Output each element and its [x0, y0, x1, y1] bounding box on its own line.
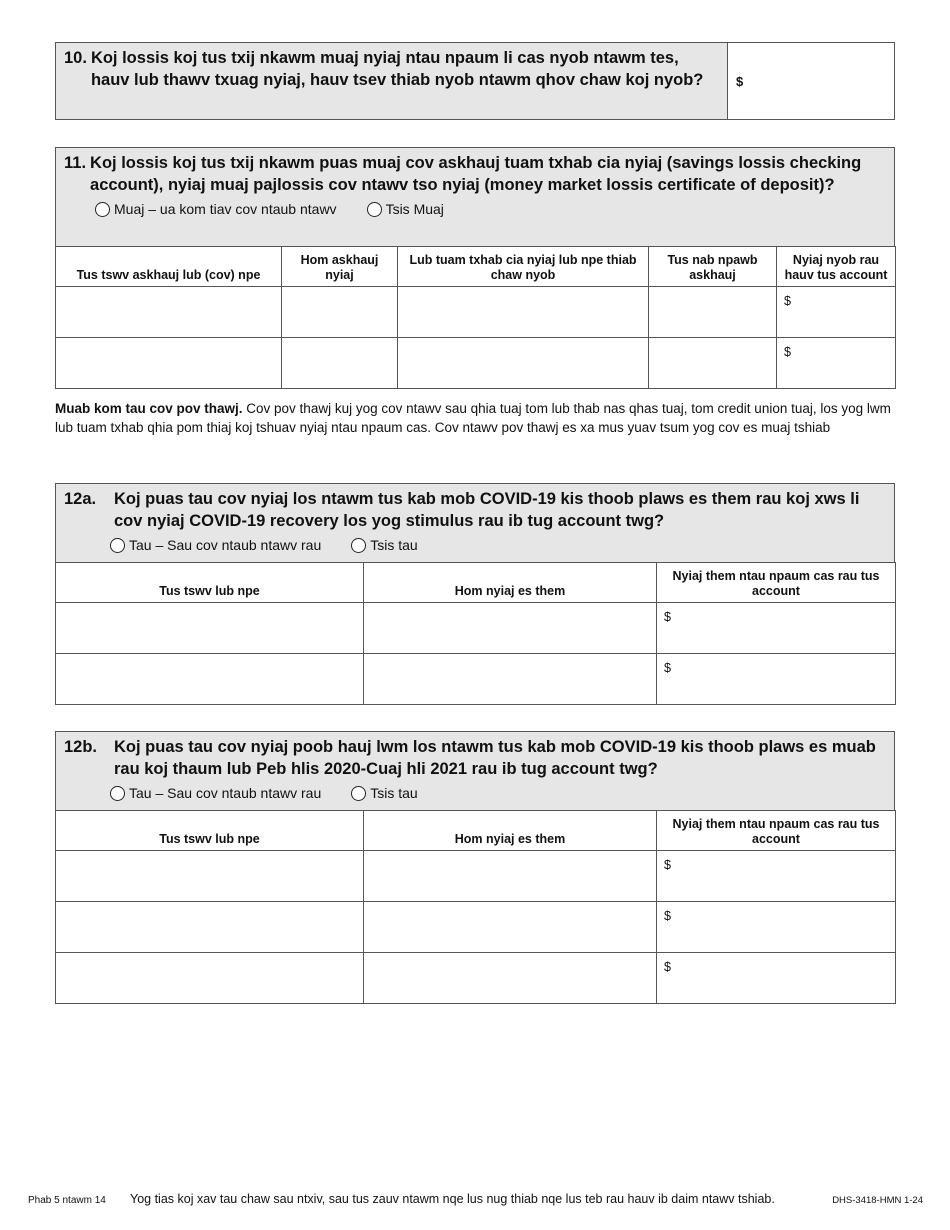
radio-circle-icon: [351, 786, 366, 801]
radio-circle-icon: [95, 202, 110, 217]
currency-symbol: $: [664, 909, 671, 923]
owner-name-cell[interactable]: [56, 603, 364, 654]
question-number: 12a.: [64, 490, 97, 508]
radio-yes[interactable]: [110, 785, 321, 801]
note-heading: Muab kom tau cov pov thawj.: [55, 401, 243, 416]
amount-cell[interactable]: [657, 953, 896, 1004]
owner-name-cell[interactable]: [56, 902, 364, 953]
cash-amount-field[interactable]: [728, 43, 894, 119]
radio-yes[interactable]: [95, 201, 337, 217]
radio-circle-icon: [110, 538, 125, 553]
accounts-table: [55, 246, 895, 389]
radio-circle-icon: [351, 538, 366, 553]
question-text: Koj lossis koj tus txij nkawm puas muaj cov askhauj tuam txhab cia nyiaj (savings lossis checking account), nyiaj muaj pajlossis cov ntawv tso nyiaj (money market lossis certificate of deposit)?: [90, 154, 862, 194]
table-row: [56, 338, 896, 389]
radio-no[interactable]: [351, 785, 417, 801]
amount-cell[interactable]: [657, 654, 896, 705]
radio-no[interactable]: [351, 537, 417, 553]
balance-cell[interactable]: [777, 338, 896, 389]
covid-payments-table: [55, 562, 895, 705]
currency-symbol: $: [664, 858, 671, 872]
payment-type-cell[interactable]: [364, 654, 657, 705]
table-row: [56, 902, 896, 953]
radio-no[interactable]: [367, 201, 444, 217]
currency-symbol: $: [664, 661, 671, 675]
question-11-header: [55, 147, 895, 247]
question-text: Koj lossis koj tus txij nkawm muaj nyiaj ntau npaum li cas nyob ntawm tes, hauv lub thawv txuag nyiaj, hauv tsev thiab nyob ntawm qhov chaw koj nyob?: [90, 49, 704, 89]
question-number: 10.: [64, 49, 87, 67]
balance-cell[interactable]: [777, 287, 896, 338]
column-header: Tus nab npawb askhauj: [649, 247, 777, 287]
radio-yes-label: Tau – Sau cov ntaub ntawv rau: [129, 537, 322, 553]
account-number-cell[interactable]: [649, 338, 777, 389]
table-row: [56, 851, 896, 902]
amount-cell[interactable]: [657, 603, 896, 654]
table-row: [56, 287, 896, 338]
page-footer: [28, 1192, 923, 1206]
account-type-cell[interactable]: [282, 287, 398, 338]
radio-yes-label: Muaj – ua kom tiav cov ntaub ntawv: [114, 201, 337, 217]
owner-name-cell[interactable]: [56, 654, 364, 705]
radio-yes[interactable]: [110, 537, 321, 553]
question-number: 12b.: [64, 738, 98, 756]
amount-cell[interactable]: [657, 902, 896, 953]
question-12a-header: [55, 483, 895, 563]
account-number-cell[interactable]: [649, 287, 777, 338]
owner-name-cell[interactable]: [56, 287, 282, 338]
currency-symbol: $: [664, 610, 671, 624]
bank-name-address-cell[interactable]: [398, 287, 649, 338]
owner-name-cell[interactable]: [56, 338, 282, 389]
column-header: Tus tswv askhauj lub (cov) npe: [56, 247, 282, 287]
payment-type-cell[interactable]: [364, 851, 657, 902]
column-header: Nyiaj nyob rau hauv tus account: [777, 247, 896, 287]
radio-circle-icon: [110, 786, 125, 801]
note-text: Cov pov thawj kuj yog cov ntawv sau qhia tuaj tom lub thab nas qhas tuaj, tom credit union tuaj, los yog lwm lub tuam txhab qhia pom thiaj koj tshuav nyiaj ntau npaum cas. Cov ntawv pov thawj es xa mus yuav tsum yog cov es muaj tshiab: [55, 401, 891, 435]
amount-cell[interactable]: [657, 851, 896, 902]
currency-symbol: $: [736, 73, 744, 89]
column-header: Hom nyiaj es them: [364, 563, 657, 603]
radio-yes-label: Tau – Sau cov ntaub ntawv rau: [129, 785, 322, 801]
payment-type-cell[interactable]: [364, 603, 657, 654]
table-row: [56, 953, 896, 1004]
owner-name-cell[interactable]: [56, 851, 364, 902]
unemployment-payments-table: [55, 810, 895, 1004]
question-number: 11.: [64, 154, 87, 172]
column-header: Tus tswv lub npe: [56, 563, 364, 603]
radio-circle-icon: [367, 202, 382, 217]
column-header: Nyiaj them ntau npaum cas rau tus account: [657, 563, 896, 603]
question-text: Koj puas tau cov nyiaj poob hauj lwm los ntawm tus kab mob COVID-19 kis thoob plaws es muab rau koj thaum lub Peb hlis 2020-Cuaj hli 2021 rau ib tug account twg?: [114, 738, 876, 778]
account-type-cell[interactable]: [282, 338, 398, 389]
question-10: [55, 42, 895, 120]
column-header: Hom askhauj nyiaj: [282, 247, 398, 287]
column-header: Tus tswv lub npe: [56, 811, 364, 851]
footer-instruction: Yog tias koj xav tau chaw sau ntxiv, sau tus zauv ntawm nqe lus nug thiab nqe lus teb rau hauv ib daim ntawv tshiab.: [130, 1192, 775, 1206]
currency-symbol: $: [784, 294, 791, 308]
table-row: [56, 654, 896, 705]
question-12b-header: [55, 731, 895, 811]
question-text: Koj puas tau cov nyiaj los ntawm tus kab mob COVID-19 kis thoob plaws es them rau koj xws li cov nyiaj COVID-19 recovery los yog stimulus rau ib tug account twg?: [114, 490, 860, 530]
bank-name-address-cell[interactable]: [398, 338, 649, 389]
column-header: Lub tuam txhab cia nyiaj lub npe thiab chaw nyob: [398, 247, 649, 287]
currency-symbol: $: [664, 960, 671, 974]
payment-type-cell[interactable]: [364, 902, 657, 953]
table-row: [56, 603, 896, 654]
form-code: DHS-3418-HMN 1-24: [832, 1195, 923, 1206]
owner-name-cell[interactable]: [56, 953, 364, 1004]
column-header: Nyiaj them ntau npaum cas rau tus account: [657, 811, 896, 851]
currency-symbol: $: [784, 345, 791, 359]
question-10-prompt: [56, 43, 728, 119]
radio-no-label: Tsis tau: [370, 537, 418, 553]
payment-type-cell[interactable]: [364, 953, 657, 1004]
radio-no-label: Tsis tau: [370, 785, 418, 801]
radio-no-label: Tsis Muaj: [385, 201, 444, 217]
column-header: Hom nyiaj es them: [364, 811, 657, 851]
page-number: Phab 5 ntawm 14: [28, 1195, 106, 1206]
proof-note: [55, 399, 895, 437]
